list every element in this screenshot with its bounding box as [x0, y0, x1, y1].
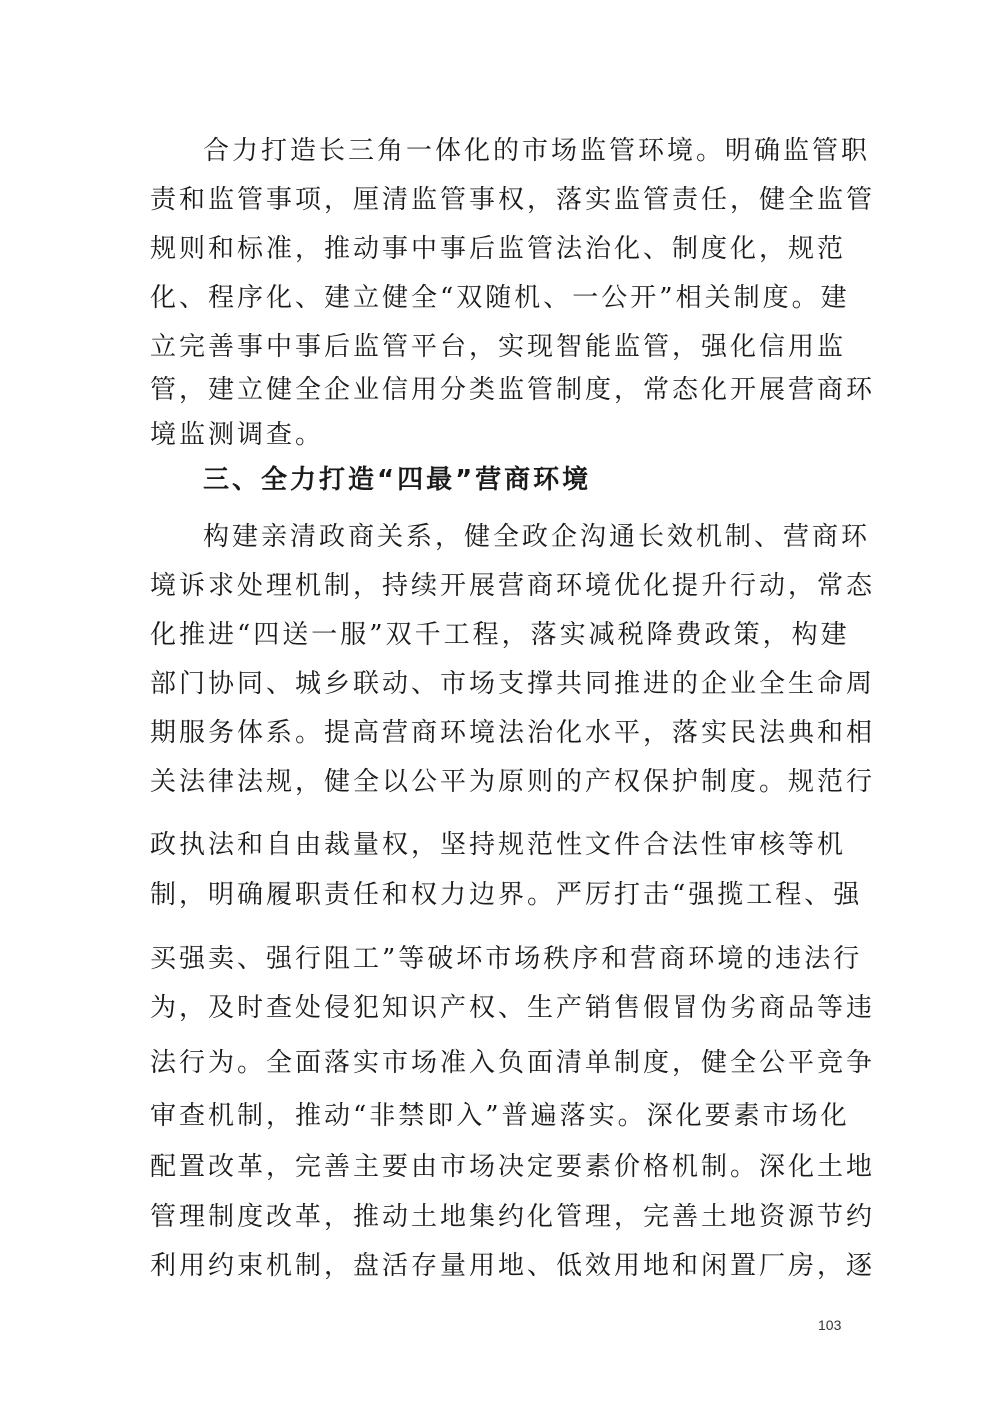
section-heading: 三、全力打造“四最”营商环境 — [203, 465, 592, 495]
paragraph-2-line-7: 政执法和自由裁量权，坚持规范性文件合法性审核等机 — [150, 830, 847, 860]
paragraph-2-line-6: 关法律法规，健全以公平为原则的产权保护制度。规范行 — [150, 767, 876, 797]
paragraph-1-line-6: 管，建立健全企业信用分类监管制度，常态化开展营商环 — [150, 375, 876, 405]
paragraph-2-line-14: 管理制度改革，推动土地集约化管理，完善土地资源节约 — [150, 1202, 876, 1232]
paragraph-2-line-3: 化推进“四送一服”双千工程，落实减税降费政策，构建 — [150, 620, 850, 650]
paragraph-2-line-15: 利用约束机制，盘活存量用地、低效用地和闲置厂房，逐 — [150, 1251, 876, 1281]
paragraph-2-line-12: 审查机制，推动“非禁即入”普遍落实。深化要素市场化 — [150, 1101, 850, 1131]
page-number: 103 — [818, 1317, 842, 1333]
paragraph-2-line-5: 期服务体系。提高营商环境法治化水平，落实民法典和相 — [150, 718, 876, 748]
paragraph-2-line-1: 构建亲清政商关系，健全政企沟通长效机制、营商环 — [203, 522, 871, 552]
paragraph-2-line-9: 买强卖、强行阻工”等破坏市场秩序和营商环境的违法行 — [150, 944, 863, 974]
paragraph-2-line-13: 配置改革，完善主要由市场决定要素价格机制。深化土地 — [150, 1152, 876, 1182]
paragraph-1-line-4: 化、程序化、建立健全“双随机、一公开”相关制度。建 — [150, 283, 850, 313]
paragraph-1-line-5: 立完善事中事后监管平台，实现智能监管，强化信用监 — [150, 332, 847, 362]
paragraph-1-line-7: 境监测调查。 — [150, 420, 325, 450]
paragraph-1-line-1: 合力打造长三角一体化的市场监管环境。明确监管职 — [203, 136, 871, 166]
paragraph-2-line-2: 境诉求处理机制，持续开展营商环境优化提升行动，常态 — [150, 571, 876, 601]
paragraph-2-line-8: 制，明确履职责任和权力边界。严厉打击“强揽工程、强 — [150, 880, 863, 910]
paragraph-2-line-11: 法行为。全面落实市场准入负面清单制度，健全公平竞争 — [150, 1048, 876, 1078]
paragraph-2-line-10: 为，及时查处侵犯知识产权、生产销售假冒伪劣商品等违 — [150, 993, 876, 1023]
paragraph-1-line-2: 责和监管事项，厘清监管事权，落实监管责任，健全监管 — [150, 185, 876, 215]
paragraph-1-line-3: 规则和标准，推动事中事后监管法治化、制度化，规范 — [150, 234, 847, 264]
paragraph-2-line-4: 部门协同、城乡联动、市场支撑共同推进的企业全生命周 — [150, 669, 876, 699]
